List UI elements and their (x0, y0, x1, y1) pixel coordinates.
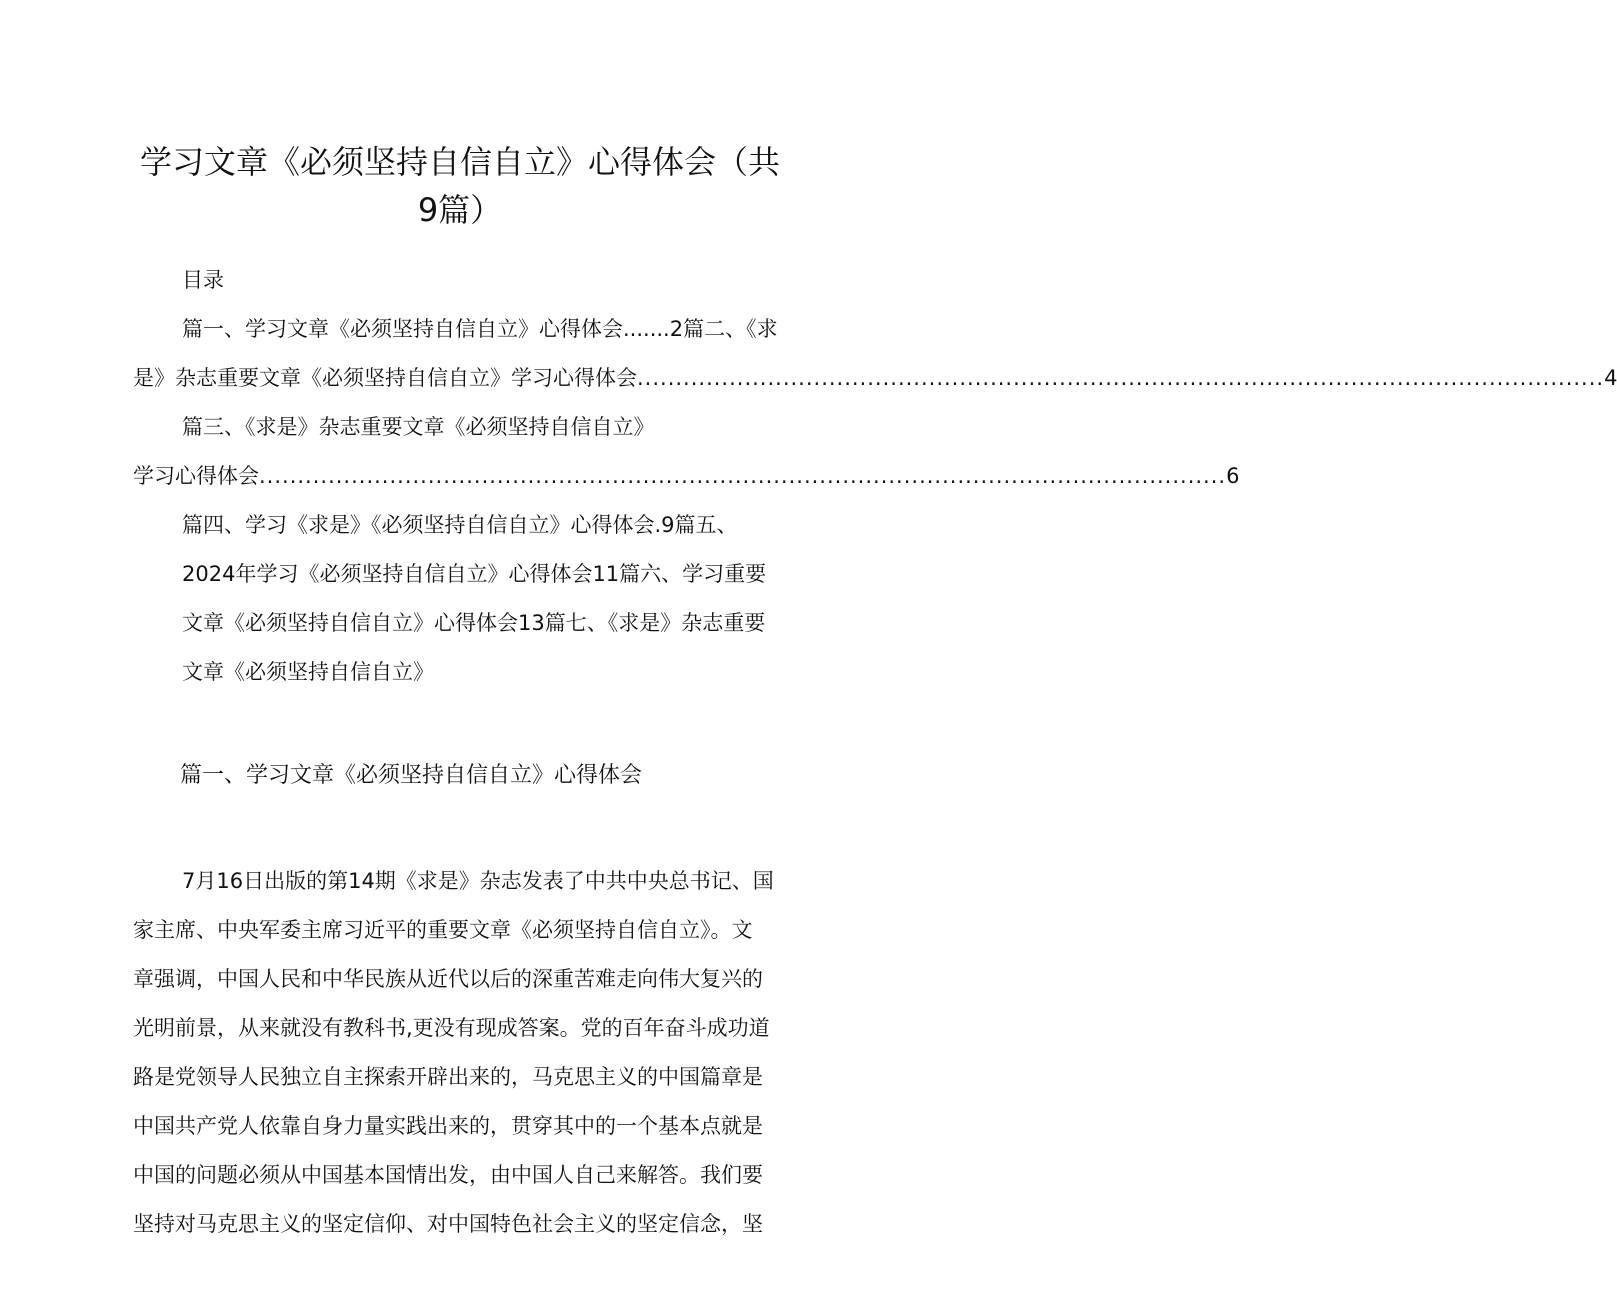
toc-line-2-text: 是》杂志重要文章《必须坚持自信自立》学习心得体会 (133, 366, 637, 390)
body-line-8: 坚持对马克思主义的坚定信仰、对中国特色社会主义的坚定信念，坚 (133, 1212, 763, 1236)
toc-line-2 (133, 363, 1617, 393)
body-line-3: 章强调，中国人民和中华民族从近代以后的深重苦难走向伟大复兴的 (133, 967, 763, 991)
toc-page-number: 6 (1226, 464, 1240, 488)
document-title-line-1: 学习文章《必须坚持自信自立》心得体会（共 (139, 143, 780, 181)
toc-line-7: 文章《必须坚持自信自立》心得体会13篇七、《求是》杂志重要 (182, 611, 766, 635)
toc-line-3: 篇三、《求是》杂志重要文章《必须坚持自信自立》 (182, 415, 655, 439)
document-title-line-2: 9篇） (417, 191, 503, 229)
toc-line-8: 文章《必须坚持自信自立》 (182, 660, 434, 684)
body-line-1: 7月16日出版的第14期《求是》杂志发表了中共中央总书记、国 (182, 869, 774, 893)
body-line-5: 路是党领导人民独立自主探索开辟出来的，马克思主义的中国篇章是 (133, 1065, 763, 1089)
toc-leader-dots: .............................................................................................................................. (259, 464, 1227, 488)
toc-leader-dots: .............................................................................................................................. (637, 366, 1605, 390)
toc-line-1: 篇一、学习文章《必须坚持自信自立》心得体会.......2篇二、《求 (182, 317, 778, 341)
toc-page-number: 4 (1604, 366, 1617, 390)
toc-line-4 (133, 461, 1240, 491)
body-line-7: 中国的问题必须从中国基本国情出发，由中国人自己来解答。我们要 (133, 1163, 763, 1187)
toc-line-6: 2024年学习《必须坚持自信自立》心得体会11篇六、学习重要 (182, 562, 767, 586)
toc-label: 目录 (182, 268, 224, 292)
body-line-6: 中国共产党人依靠自身力量实践出来的，贯穿其中的一个基本点就是 (133, 1114, 763, 1138)
toc-line-5: 篇四、学习《求是》《必须坚持自信自立》心得体会.9篇五、 (182, 513, 738, 537)
toc-line-4-text: 学习心得体会 (133, 464, 259, 488)
section-heading: 篇一、学习文章《必须坚持自信自立》心得体会 (180, 763, 643, 788)
body-line-4: 光明前景，从来就没有教科书,更没有现成答案。党的百年奋斗成功道 (133, 1016, 770, 1040)
body-line-2: 家主席、中央军委主席习近平的重要文章《必须坚持自信自立》。文 (133, 918, 753, 942)
